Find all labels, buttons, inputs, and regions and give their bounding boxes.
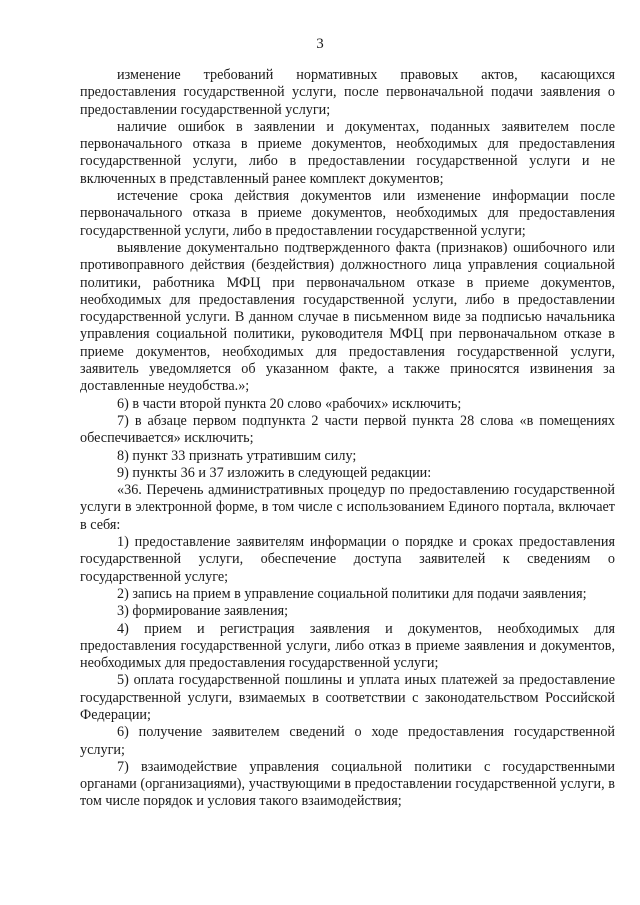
paragraph: 4) прием и регистрация заявления и документов, необходимых для предоставления государственной услуги, либо отказ в приеме заявления и документов, необходимых для предоставления государственной услуги; — [80, 620, 615, 672]
paragraph: 7) в абзаце первом подпункта 2 части первой пункта 28 слова «в помещениях обеспечивается» исключить; — [80, 412, 615, 447]
paragraph: 1) предоставление заявителям информации о порядке и сроках предоставления государственной услуги, обеспечение доступа заявителей к сведениям о государственной услуге; — [80, 534, 615, 585]
paragraph: изменение требований нормативных правовых актов, касающихся предоставления государственной услуги, после первоначальной подачи заявления о предоставлении государственной услуги; — [80, 67, 615, 118]
paragraph: истечение срока действия документов или изменение информации после первоначального отказа в приеме документов, необходимых для предоставления государственной услуги, либо в предоставлении государственной услуги; — [80, 188, 615, 239]
paragraph: выявление документально подтвержденного факта (признаков) ошибочного или противоправного действия (бездействия) должностного лица управления социальной политики, работника МФЦ при первоначальном отказе в приеме документов, необходимых для предоставления государственной услуги, либо в предоставлении государственной услуги. В данном случае в письменном виде за подписью начальника управления социальной политики, руководителя МФЦ при первоначальном отказе в приеме документов, необходимых для предоставления государственной услуги, заявитель уведомляется об указанном факте, а также приносятся извинения за доставленные неудобства.»; — [80, 239, 615, 395]
paragraph: 6) в части второй пункта 20 слово «рабочих» исключить; — [117, 395, 462, 412]
paragraph: 7) взаимодействие управления социальной политики с государственными органами (организациями), участвующими в предоставлении государственной услуги, в том числе порядок и условия такого взаимодействия; — [80, 758, 615, 810]
paragraph: «36. Перечень административных процедур по предоставлению государственной услуги в электронной форме, в том числе с использованием Единого портала, включает в себя: — [80, 482, 615, 533]
paragraph: 6) получение заявителем сведений о ходе предоставления государственной услуги; — [80, 724, 615, 758]
paragraph: 9) пункты 36 и 37 изложить в следующей редакции: — [117, 464, 432, 481]
document-body — [80, 67, 615, 811]
paragraph: 8) пункт 33 признать утратившим силу; — [117, 447, 357, 464]
paragraph: наличие ошибок в заявлении и документах, поданных заявителем после первоначального отказа в приеме документов, необходимых для предоставления государственной услуги, либо в предоставлении государственной услуги и не включенных в представленный ранее комплект документов; — [80, 118, 615, 187]
paragraph: 2) запись на прием в управление социальной политики для подачи заявления; — [117, 585, 587, 602]
page-number: 3 — [316, 36, 324, 52]
paragraph: 5) оплата государственной пошлины и уплата иных платежей за предоставление государственной услуги, взимаемых в соответствии с законодательством Российской Федерации; — [80, 672, 615, 723]
paragraph: 3) формирование заявления; — [117, 603, 289, 620]
